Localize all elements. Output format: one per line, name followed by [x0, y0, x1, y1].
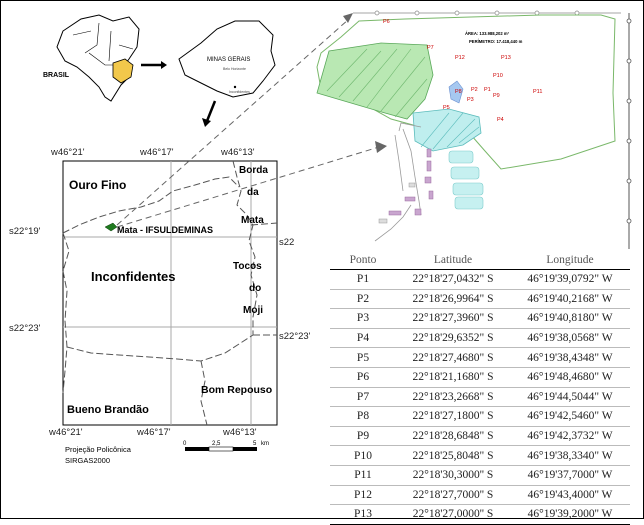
- belo-horizonte-label: Belo Horizonte: [223, 67, 246, 71]
- ponto-cell: P5: [330, 348, 396, 368]
- scale-bar: [183, 441, 269, 451]
- latitude-cell: 22°18'27,4680" S: [396, 348, 510, 368]
- table-row: [330, 407, 630, 427]
- do-label: do: [249, 283, 262, 294]
- ouro-fino-label: Ouro Fino: [69, 178, 127, 192]
- longitude-cell: 46°19'40,8180" W: [510, 309, 630, 329]
- ponto-cell: P11: [330, 465, 396, 485]
- table-header-row: [330, 252, 630, 270]
- scale-label-2-5: 2,5: [212, 441, 221, 447]
- da-label: da: [247, 187, 259, 198]
- bom-repouso-label: Bom Repouso: [201, 384, 273, 396]
- ponto-cell: P9: [330, 426, 396, 446]
- brazil-locator-map: [43, 15, 139, 101]
- ponto-cell: P7: [330, 387, 396, 407]
- scale-unit: km: [261, 441, 269, 447]
- latitude-cell: 22°18'30,3000'' S: [396, 465, 510, 485]
- perimeter-text: PERÍMETRO: 17.418,440 m: [469, 39, 523, 44]
- inconfidentes-small-label: Inconfidentes: [229, 90, 250, 94]
- ponto-header: Ponto: [330, 252, 396, 270]
- borda-label: Borda: [239, 165, 268, 176]
- coord-top-w4617: w46°17': [140, 147, 174, 158]
- ponto-cell: P3: [330, 309, 396, 329]
- minas-gerais-map: [179, 21, 275, 97]
- table-row: [330, 387, 630, 407]
- ponto-cell: P1: [330, 270, 396, 290]
- longitude-cell: 46°19'39,2000'' W: [510, 505, 630, 525]
- table-row: [330, 426, 630, 446]
- table-row: [330, 505, 630, 525]
- latitude-cell: 22°18'23,2668" S: [396, 387, 510, 407]
- longitude-cell: 46°19'42,3732" W: [510, 426, 630, 446]
- longitude-cell: 46°19'43,4000'' W: [510, 485, 630, 505]
- latitude-cell: 22°18'25,8048" S: [396, 446, 510, 466]
- coord-top-w4613: w46°13': [221, 147, 255, 158]
- coordinates-table-body: [330, 270, 630, 525]
- coord-left-s2219: s22°19': [9, 226, 41, 237]
- ponto-cell: P12: [330, 485, 396, 505]
- coordinates-table: [330, 252, 630, 525]
- coord-bottom-w4613: w46°13': [223, 427, 257, 438]
- longitude-cell: 46°19'37,7000'' W: [510, 465, 630, 485]
- area-text: ÁREA: 133.988,202 m²: [465, 31, 509, 36]
- minas-gerais-label: MINAS GERAIS: [207, 57, 251, 63]
- longitude-cell: 46°19'48,4680" W: [510, 367, 630, 387]
- coord-left-s2223: s22°23': [9, 323, 41, 334]
- point-p12: P12: [455, 55, 465, 61]
- point-p4: P4: [497, 117, 504, 123]
- point-p8: P8: [455, 89, 462, 95]
- point-p3: P3: [467, 97, 474, 103]
- latitude-cell: 22°18'27,0432" S: [396, 270, 510, 290]
- table-row: [330, 348, 630, 368]
- ponto-cell: P2: [330, 289, 396, 309]
- coord-top-w4621: w46°21': [51, 147, 85, 158]
- latitude-header: Latitude: [396, 252, 510, 270]
- table-row: [330, 289, 630, 309]
- ponto-cell: P10: [330, 446, 396, 466]
- longitude-cell: 46°19'38,3340" W: [510, 446, 630, 466]
- longitude-cell: 46°19'39,0792" W: [510, 270, 630, 290]
- longitude-cell: 46°19'42,5460" W: [510, 407, 630, 427]
- latitude-cell: 22°18'27,0000'' S: [396, 505, 510, 525]
- roads: [375, 123, 421, 241]
- minas-gerais-highlight: [113, 59, 133, 83]
- ponto-cell: P4: [330, 328, 396, 348]
- scale-label-5: 5: [253, 441, 257, 447]
- table-row: [330, 446, 630, 466]
- ponds: [449, 151, 483, 209]
- point-p1: P1: [484, 87, 491, 93]
- point-p10: P10: [493, 73, 503, 79]
- table-row: [330, 485, 630, 505]
- latitude-cell: 22°18'29,6352" S: [396, 328, 510, 348]
- moji-label: Moji: [243, 305, 263, 316]
- coord-right-s2223: s22°23': [279, 331, 311, 342]
- point-p5: P5: [443, 105, 450, 111]
- ponto-cell: P8: [330, 407, 396, 427]
- longitude-cell: 46°19'38,0568" W: [510, 328, 630, 348]
- site-plan: [317, 11, 631, 249]
- brasil-label: BRASIL: [43, 72, 70, 79]
- ponto-cell: P6: [330, 367, 396, 387]
- longitude-cell: 46°19'38,4348" W: [510, 348, 630, 368]
- point-p2: P2: [471, 87, 478, 93]
- longitude-cell: 46°19'44,5044" W: [510, 387, 630, 407]
- coord-right-s22: s22: [279, 237, 295, 248]
- latitude-cell: 22°18'28,6848" S: [396, 426, 510, 446]
- green-vegetation-area: [317, 43, 433, 119]
- table-row: [330, 270, 630, 290]
- ponto-cell: P13: [330, 505, 396, 525]
- mata-label: Mata: [241, 215, 264, 226]
- point-p13: P13: [501, 55, 511, 61]
- latitude-cell: 22°18'27,7000'' S: [396, 485, 510, 505]
- longitude-header: Longitude: [510, 252, 630, 270]
- point-p7: P7: [427, 45, 434, 51]
- projection-label: Projeção Policônica: [65, 445, 131, 454]
- latitude-cell: 22°18'27,1800" S: [396, 407, 510, 427]
- inconfidentes-label: Inconfidentes: [91, 269, 176, 284]
- table-row: [330, 465, 630, 485]
- point-p6: P6: [383, 19, 390, 25]
- table-row: [330, 328, 630, 348]
- bueno-brandao-label: Bueno Brandão: [67, 404, 149, 416]
- point-p11: P11: [533, 89, 543, 95]
- table-row: [330, 367, 630, 387]
- point-p9: P9: [493, 93, 500, 99]
- table-row: [330, 309, 630, 329]
- locator-arrow-2: [207, 101, 215, 121]
- latitude-cell: 22°18'26,9964" S: [396, 289, 510, 309]
- coord-bottom-w4621: w46°21': [49, 427, 83, 438]
- longitude-cell: 46°19'40,2168" W: [510, 289, 630, 309]
- latitude-cell: 22°18'27,3960" S: [396, 309, 510, 329]
- mata-ifsuldeminas-label: Mata - IFSULDEMINAS: [117, 225, 214, 235]
- latitude-cell: 22°18'21,1680" S: [396, 367, 510, 387]
- tocos-label: Tocos: [233, 261, 262, 272]
- municipality-map: [63, 161, 277, 425]
- scale-label-0: 0: [183, 441, 187, 447]
- datum-label: SIRGAS2000: [65, 456, 111, 465]
- coord-bottom-w4617: w46°17': [137, 427, 171, 438]
